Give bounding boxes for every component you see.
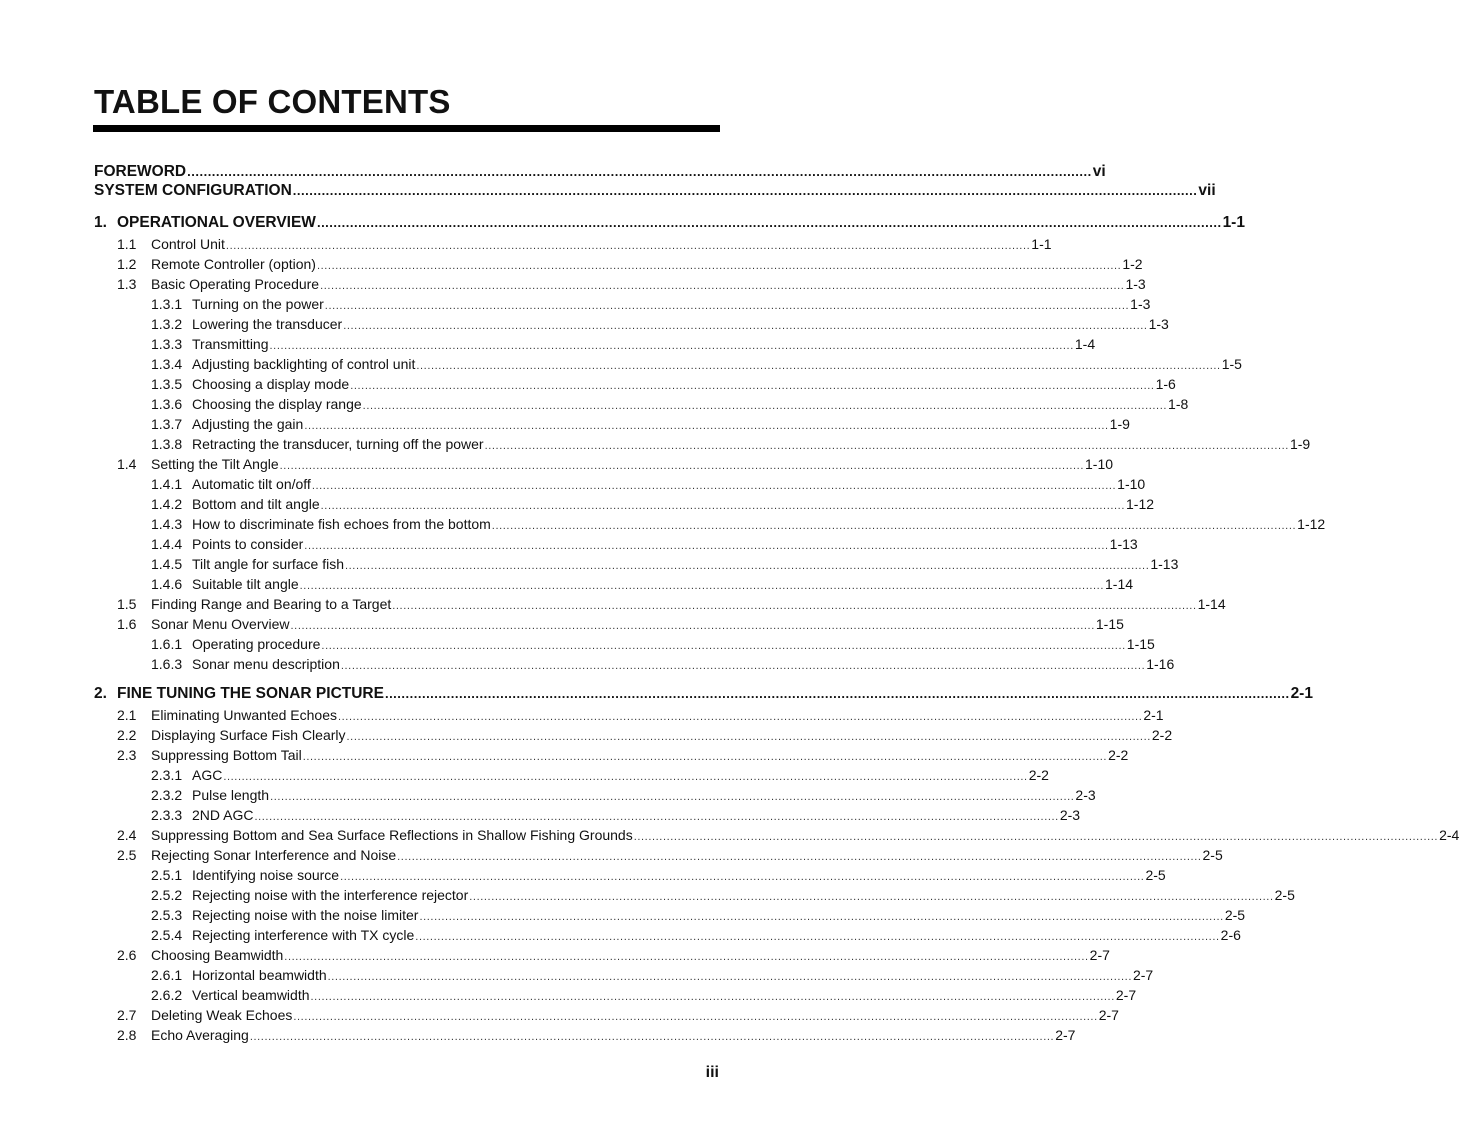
toc-entry-title: Choosing the display range <box>192 396 362 412</box>
toc-entry-number: 1.3.4 <box>151 356 183 372</box>
toc-entry[interactable] <box>151 965 1154 985</box>
toc-entry-page: 1-10 <box>1117 476 1146 492</box>
toc-entry[interactable] <box>151 654 1175 674</box>
toc-entry-number: 1.4 <box>117 456 137 472</box>
toc-entry[interactable] <box>151 374 1176 394</box>
toc-entry[interactable] <box>151 294 1151 314</box>
dot-leader: ............................................................................................................................................................................................................................ <box>633 831 1439 843</box>
toc-entry-title: Choosing Beamwidth <box>151 947 284 963</box>
dot-leader: ............................................................................................................................................................................................................................ <box>311 480 1117 492</box>
toc-entry-page: 1-12 <box>1297 516 1326 532</box>
dot-leader: ............................................................................................................................................................................................................................ <box>345 560 1150 572</box>
toc-entry-title: How to discriminate fish echoes from the bottom <box>192 516 491 532</box>
toc-entry-title: Sonar menu description <box>192 656 340 672</box>
dot-leader: ............................................................................................................................................................................................................................ <box>302 751 1108 763</box>
toc-entry-number: 1.3.5 <box>151 376 183 392</box>
toc-entry-number: 1.4.1 <box>151 476 183 492</box>
toc-entry-number: 1.4.4 <box>151 536 183 552</box>
toc-entry[interactable] <box>151 334 1096 354</box>
toc-entry[interactable] <box>151 925 1241 945</box>
toc-entry-number: 1.6.1 <box>151 636 183 652</box>
toc-entry-title: Horizontal beamwidth <box>192 967 327 983</box>
toc-entry-title: FINE TUNING THE SONAR PICTURE <box>117 685 384 702</box>
toc-entry-number: 1.3.7 <box>151 416 183 432</box>
dot-leader: ............................................................................................................................................................................................................................ <box>419 911 1224 923</box>
toc-entry-page: 2-5 <box>1145 867 1166 883</box>
toc-entry-number: 1.4.2 <box>151 496 183 512</box>
dot-leader: ............................................................................................................................................................................................................................ <box>320 500 1125 512</box>
toc-entry-title: Control Unit <box>151 236 225 252</box>
toc-entry[interactable] <box>117 594 1226 614</box>
toc-entry-title: Basic Operating Procedure <box>151 276 320 292</box>
toc-entry-number: 2.1 <box>117 707 137 723</box>
toc-entry-number: 2.5.1 <box>151 867 183 883</box>
toc-entry[interactable] <box>151 534 1138 554</box>
toc-entry-number: 1.6 <box>117 616 137 632</box>
dot-leader: ............................................................................................................................................................................................................................ <box>310 991 1115 1003</box>
toc-entry-title: Remote Controller (option) <box>151 256 316 272</box>
toc-entry[interactable] <box>151 414 1130 434</box>
toc-entry-number: 1.3.2 <box>151 316 183 332</box>
toc-entry-title: Suppressing Bottom and Sea Surface Reflections in Shallow Fishing Grounds <box>151 827 633 843</box>
toc-entry-number: 2.8 <box>117 1027 137 1043</box>
dot-leader: ............................................................................................................................................................................................................................ <box>340 660 1146 672</box>
toc-entry-title: Finding Range and Bearing to a Target <box>151 596 392 612</box>
toc-entry[interactable] <box>151 574 1134 594</box>
toc-entry-number: 2.6 <box>117 947 137 963</box>
toc-entry-page: 2-7 <box>1089 947 1110 963</box>
toc-entry-page: 1-6 <box>1155 376 1176 392</box>
toc-entry-number: 1.4.6 <box>151 576 183 592</box>
toc-entry[interactable] <box>151 554 1179 574</box>
toc-entry-title: Lowering the transducer <box>192 316 343 332</box>
toc-entry-title: Rejecting noise with the noise limiter <box>192 907 419 923</box>
dot-leader: ............................................................................................................................................................................................................................ <box>284 951 1089 963</box>
toc-entry-number: 1.3.3 <box>151 336 183 352</box>
dot-leader: ............................................................................................................................................................................................................................ <box>304 540 1109 552</box>
toc-entry-page: 1-13 <box>1150 556 1179 572</box>
dot-leader: ............................................................................................................................................................................................................................ <box>249 1031 1055 1043</box>
toc-entry-title: Identifying noise source <box>192 867 340 883</box>
toc-entry[interactable] <box>151 985 1137 1005</box>
toc-entry-number: 1.2 <box>117 256 137 272</box>
toc-entry[interactable] <box>94 162 1106 182</box>
toc-entry-page: 2-2 <box>1108 747 1129 763</box>
toc-entry-page: 2-5 <box>1224 907 1246 923</box>
toc-entry[interactable] <box>151 434 1311 454</box>
toc-entry-title: Operating procedure <box>192 636 321 652</box>
dot-leader: ............................................................................................................................................................................................................................ <box>491 520 1297 532</box>
toc-entry-title: Choosing a display mode <box>192 376 350 392</box>
toc-entry-page: 2-7 <box>1115 987 1137 1003</box>
toc-entry-number: 1.4.3 <box>151 516 183 532</box>
toc-entry[interactable] <box>117 454 1114 474</box>
toc-entry-page: 1-14 <box>1197 596 1226 612</box>
toc-entry[interactable] <box>117 845 1223 865</box>
toc-entry-title: Pulse length <box>192 787 270 803</box>
toc-entry-page: 2-1 <box>1290 685 1313 702</box>
dot-leader: ............................................................................................................................................................................................................................ <box>316 260 1122 272</box>
dot-leader: ............................................................................................................................................................................................................................ <box>316 215 1222 230</box>
dot-leader: ............................................................................................................................................................................................................................ <box>469 891 1274 903</box>
toc-entry-page: 2-3 <box>1075 787 1096 803</box>
toc-entry[interactable] <box>94 181 1216 201</box>
toc-entry[interactable] <box>151 785 1096 805</box>
toc-entry-title: Points to consider <box>192 536 304 552</box>
toc-entry-page: vi <box>1092 163 1106 180</box>
toc-entry-title: Bottom and tilt angle <box>192 496 320 512</box>
toc-entry-page: 1-8 <box>1168 396 1189 412</box>
toc-entry-page: 1-12 <box>1126 496 1155 512</box>
toc-entry-title: Adjusting the gain <box>192 416 304 432</box>
dot-leader: ............................................................................................................................................................................................................................ <box>269 340 1074 352</box>
toc-entry-number: 1. <box>94 214 107 231</box>
toc-entry-page: 1-3 <box>1148 316 1169 332</box>
toc-entry-title: Displaying Surface Fish Clearly <box>151 727 346 743</box>
toc-entry-number: 1.6.3 <box>151 656 183 672</box>
toc-entry-number: 2.4 <box>117 827 137 843</box>
toc-entry-number: 2. <box>94 685 107 702</box>
dot-leader: ............................................................................................................................................................................................................................ <box>343 320 1148 332</box>
dot-leader: ............................................................................................................................................................................................................................ <box>279 460 1084 472</box>
toc-entry-page: 2-3 <box>1059 807 1081 823</box>
toc-entry[interactable] <box>151 314 1169 334</box>
dot-leader: ............................................................................................................................................................................................................................ <box>225 240 1031 252</box>
toc-entry-page: 1-16 <box>1146 656 1175 672</box>
toc-entry-page: 1-1 <box>1222 214 1245 231</box>
toc-entry[interactable] <box>151 394 1189 414</box>
dot-leader: ............................................................................................................................................................................................................................ <box>338 711 1143 723</box>
toc-entry-number: 2.5.2 <box>151 887 183 903</box>
toc-entry-number: 2.5.4 <box>151 927 183 943</box>
toc-entry-number: 2.6.2 <box>151 987 183 1003</box>
toc-entry-number: 2.7 <box>117 1007 137 1023</box>
toc-entry-number: 1.3.8 <box>151 436 183 452</box>
dot-leader: ............................................................................................................................................................................................................................ <box>384 686 1290 701</box>
toc-entry-title: Rejecting interference with TX cycle <box>192 927 415 943</box>
dot-leader: ............................................................................................................................................................................................................................ <box>304 420 1109 432</box>
toc-entry-title: Retracting the transducer, turning off the power <box>192 436 484 452</box>
toc-entry-page: 1-10 <box>1085 456 1114 472</box>
toc-entry-title: Sonar Menu Overview <box>151 616 290 632</box>
toc-entry[interactable] <box>117 1005 1119 1025</box>
toc-entry[interactable] <box>117 825 1459 845</box>
toc-entry-number: 2.3.1 <box>151 767 183 783</box>
dot-leader: ............................................................................................................................................................................................................................ <box>187 164 1092 179</box>
toc-entry-page: 2-2 <box>1151 727 1173 743</box>
toc-entry-title: Adjusting backlighting of control unit <box>192 356 416 372</box>
toc-entry-page: 2-6 <box>1220 927 1241 943</box>
toc-entry-page: 1-14 <box>1105 576 1134 592</box>
toc-entry-title: Suitable tilt angle <box>192 576 299 592</box>
dot-leader: ............................................................................................................................................................................................................................ <box>320 280 1125 292</box>
dot-leader: ............................................................................................................................................................................................................................ <box>415 931 1220 943</box>
toc-entry-page: 1-9 <box>1289 436 1311 452</box>
toc-entry-number: 2.5 <box>117 847 137 863</box>
toc-entry-title: OPERATIONAL OVERVIEW <box>117 214 316 231</box>
dot-leader: ............................................................................................................................................................................................................................ <box>299 580 1104 592</box>
toc-entry-title: 2ND AGC <box>192 807 254 823</box>
toc-entry-page: vii <box>1198 182 1216 199</box>
toc-entry-title: Transmitting <box>192 336 269 352</box>
dot-leader: ............................................................................................................................................................................................................................ <box>270 791 1075 803</box>
dot-leader: ............................................................................................................................................................................................................................ <box>340 871 1145 883</box>
dot-leader: ............................................................................................................................................................................................................................ <box>362 400 1168 412</box>
toc-entry-page: 2-7 <box>1098 1007 1119 1023</box>
toc-entry[interactable] <box>151 354 1242 374</box>
toc-entry-title: Deleting Weak Echoes <box>151 1007 293 1023</box>
toc-entry-title: Tilt angle for surface fish <box>192 556 344 572</box>
toc-entry-page: 1-1 <box>1031 236 1052 252</box>
toc-entry[interactable] <box>117 745 1129 765</box>
toc-entry[interactable] <box>151 514 1326 534</box>
dot-leader: ............................................................................................................................................................................................................................ <box>392 600 1197 612</box>
toc-entry-title: Automatic tilt on/off <box>192 476 311 492</box>
toc-entry[interactable] <box>117 705 1164 725</box>
toc-entry-number: 1.1 <box>117 236 137 252</box>
toc-entry[interactable] <box>117 725 1173 745</box>
toc-entry-title: Eliminating Unwanted Echoes <box>151 707 337 723</box>
dot-leader: ............................................................................................................................................................................................................................ <box>350 380 1155 392</box>
dot-leader: ............................................................................................................................................................................................................................ <box>321 640 1126 652</box>
toc-entry-page: 2-5 <box>1274 887 1295 903</box>
toc-entry-number: 2.5.3 <box>151 907 183 923</box>
toc-entry-title: Rejecting Sonar Interference and Noise <box>151 847 397 863</box>
toc-entry-title: SYSTEM CONFIGURATION <box>94 182 292 199</box>
toc-entry-number: 2.6.1 <box>151 967 183 983</box>
toc-entry[interactable] <box>151 474 1146 494</box>
toc-entry-page: 2-7 <box>1132 967 1154 983</box>
toc-entry-number: 1.5 <box>117 596 137 612</box>
toc-entry-page: 1-5 <box>1221 356 1242 372</box>
toc-entry-number: 1.3.1 <box>151 296 183 312</box>
toc-entry-number: 1.3.6 <box>151 396 183 412</box>
toc-entry[interactable] <box>151 765 1049 785</box>
toc-entry[interactable] <box>117 1025 1076 1045</box>
toc-entry-title: Setting the Tilt Angle <box>151 456 279 472</box>
toc-entry-number: 2.3.2 <box>151 787 183 803</box>
toc-entry-number: 1.4.5 <box>151 556 183 572</box>
toc-entry-title: AGC <box>192 767 223 783</box>
toc-entry-title: Vertical beamwidth <box>192 987 310 1003</box>
toc-entry[interactable] <box>117 274 1146 294</box>
toc-entry-page: 2-7 <box>1055 1027 1076 1043</box>
toc-entry-title: FOREWORD <box>94 163 187 180</box>
toc-entry-page: 1-13 <box>1109 536 1138 552</box>
toc-entry-number: 2.3.3 <box>151 807 183 823</box>
toc-entry[interactable] <box>117 234 1052 254</box>
toc-entry[interactable] <box>151 865 1166 885</box>
toc-entry-title: Echo Averaging <box>151 1027 249 1043</box>
toc-entry-title: Rejecting noise with the interference rejector <box>192 887 469 903</box>
toc-entry-page: 1-3 <box>1130 296 1151 312</box>
toc-entry-number: 1.3 <box>117 276 137 292</box>
toc-entry[interactable] <box>94 684 1313 704</box>
dot-leader: ............................................................................................................................................................................................................................ <box>327 971 1132 983</box>
page-number: iii <box>705 1064 719 1081</box>
dot-leader: ............................................................................................................................................................................................................................ <box>416 360 1221 372</box>
toc-entry-page: 2-2 <box>1028 767 1049 783</box>
toc-entry-page: 2-4 <box>1439 827 1459 843</box>
toc-entry[interactable] <box>151 885 1295 905</box>
toc-entry-page: 1-15 <box>1126 636 1155 652</box>
dot-leader: ............................................................................................................................................................................................................................ <box>290 620 1095 632</box>
dot-leader: ............................................................................................................................................................................................................................ <box>397 851 1202 863</box>
toc-entry[interactable] <box>94 213 1245 233</box>
toc-entry-page: 1-3 <box>1125 276 1146 292</box>
toc-entry[interactable] <box>117 945 1110 965</box>
toc-entry[interactable] <box>151 634 1155 654</box>
dot-leader: ............................................................................................................................................................................................................................ <box>293 1011 1098 1023</box>
toc-entry[interactable] <box>151 905 1246 925</box>
toc-entry-number: 2.2 <box>117 727 137 743</box>
dot-leader: ............................................................................................................................................................................................................................ <box>292 183 1198 198</box>
toc-entry-page: 2-5 <box>1202 847 1223 863</box>
toc-entry-number: 2.3 <box>117 747 137 763</box>
toc-entry[interactable] <box>117 614 1124 634</box>
toc-entry-page: 1-15 <box>1095 616 1124 632</box>
dot-leader: ............................................................................................................................................................................................................................ <box>254 811 1059 823</box>
dot-leader: ............................................................................................................................................................................................................................ <box>324 300 1130 312</box>
toc-entry-page: 1-9 <box>1109 416 1130 432</box>
toc-entry-page: 1-2 <box>1122 256 1143 272</box>
page-title: TABLE OF CONTENTS <box>94 83 451 120</box>
toc-entry-page: 2-1 <box>1143 707 1164 723</box>
dot-leader: ............................................................................................................................................................................................................................ <box>346 731 1151 743</box>
dot-leader: ............................................................................................................................................................................................................................ <box>484 440 1289 452</box>
toc-entry[interactable] <box>117 254 1143 274</box>
toc-entry[interactable] <box>151 805 1081 825</box>
dot-leader: ............................................................................................................................................................................................................................ <box>223 771 1028 783</box>
toc-entry-title: Turning on the power <box>192 296 324 312</box>
toc-entry-title: Suppressing Bottom Tail <box>151 747 302 763</box>
toc-entry-page: 1-4 <box>1074 336 1096 352</box>
toc-entry[interactable] <box>151 494 1155 514</box>
